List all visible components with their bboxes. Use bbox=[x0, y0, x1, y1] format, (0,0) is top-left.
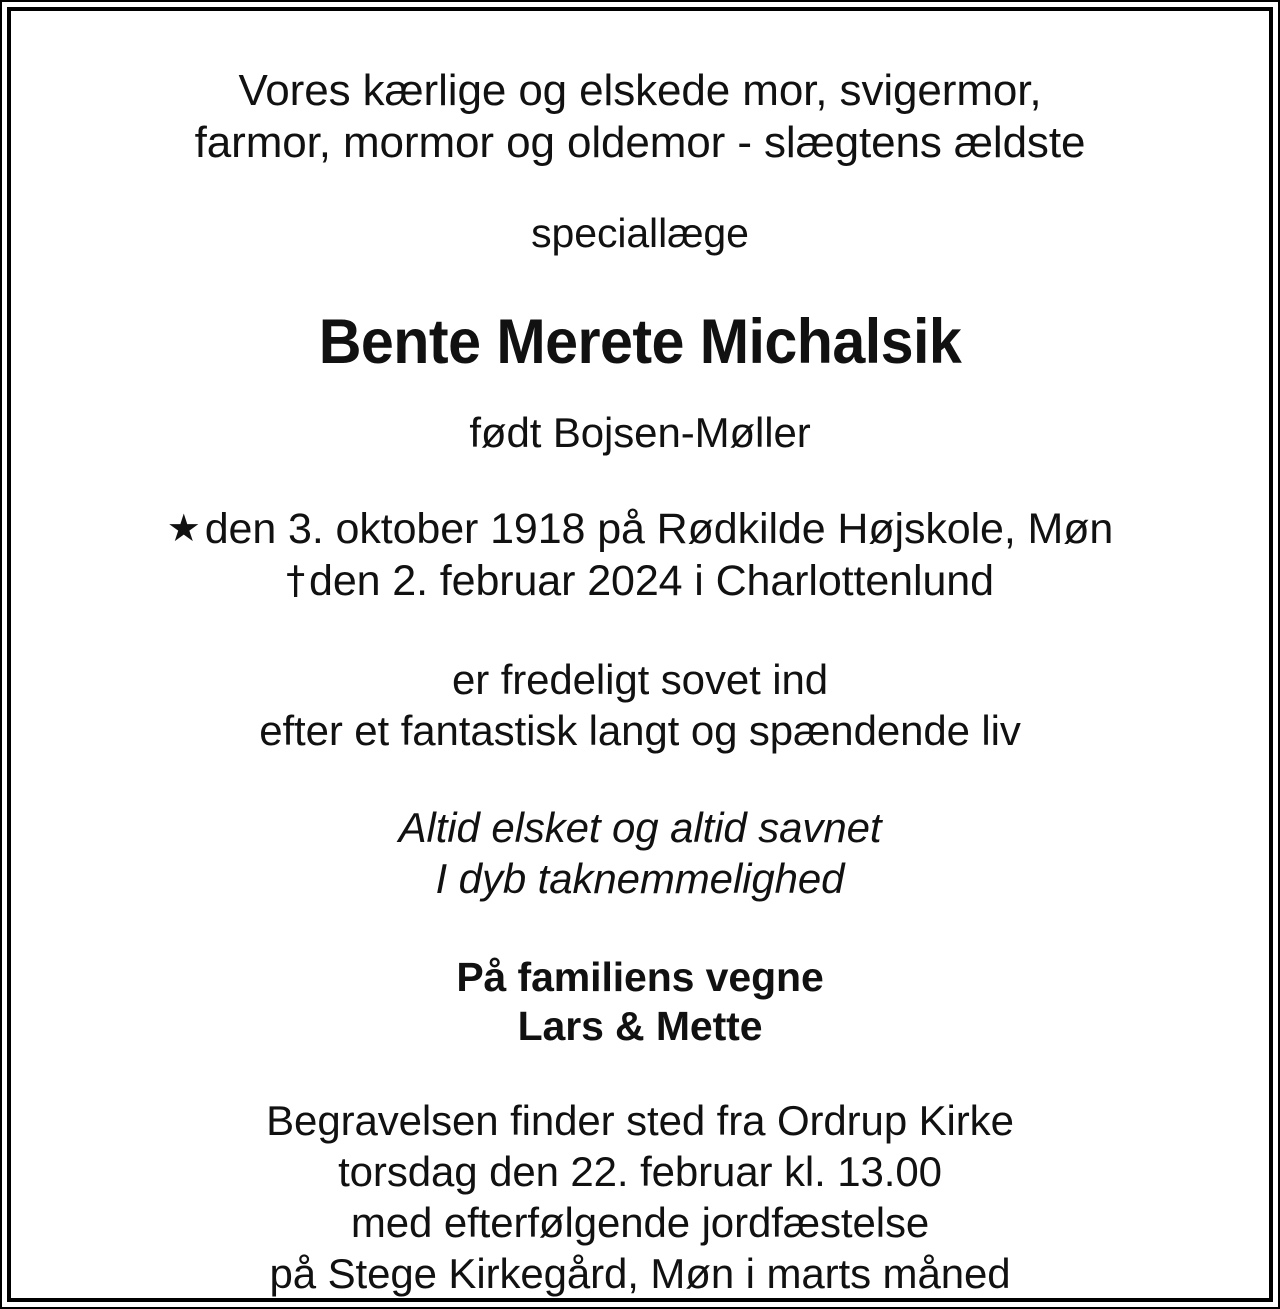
relations-line-1: Vores kærlige og elskede mor, svigermor, bbox=[238, 66, 1042, 115]
passing-line-1: er fredeligt sovet ind bbox=[451, 656, 828, 704]
relations-block bbox=[11, 65, 1269, 169]
death-line bbox=[11, 555, 1269, 607]
funeral-details-block bbox=[11, 1096, 1269, 1299]
maiden-name: født Bojsen-Møller bbox=[469, 408, 811, 456]
birth-line bbox=[11, 503, 1269, 555]
funeral-line-4: på Stege Kirkegård, Møn i marts måned bbox=[269, 1249, 1011, 1297]
birth-text: den 3. oktober 1918 på Rødkilde Højskole, Møn bbox=[204, 504, 1114, 553]
tribute-line-1: Altid elsket og altid savnet bbox=[398, 804, 882, 852]
passing-block bbox=[11, 655, 1269, 757]
relations-line-2: farmor, mormor og oldemor - slægtens ældste bbox=[194, 117, 1086, 167]
life-dates-block bbox=[11, 503, 1269, 608]
funeral-line-1: Begravelsen finder sted fra Ordrup Kirke bbox=[266, 1097, 1014, 1145]
family-signature-line-2: Lars & Mette bbox=[517, 1002, 763, 1049]
obituary-notice-frame bbox=[7, 7, 1273, 1302]
tribute-block bbox=[11, 803, 1269, 905]
profession-label: speciallæge bbox=[531, 209, 749, 256]
funeral-line-3: med efterfølgende jordfæstelse bbox=[350, 1198, 930, 1246]
deceased-name: Bente Merete Michalsik bbox=[318, 306, 962, 377]
cross-icon: † bbox=[286, 557, 305, 602]
death-text: den 2. februar 2024 i Charlottenlund bbox=[309, 556, 994, 605]
family-signature-line-1: På familiens vegne bbox=[456, 953, 824, 1000]
star-icon: ★ bbox=[166, 505, 201, 550]
passing-line-2: efter et fantastisk langt og spændende liv bbox=[259, 707, 1021, 755]
funeral-line-2: torsdag den 22. februar kl. 13.00 bbox=[338, 1147, 942, 1195]
family-signature-block bbox=[11, 953, 1269, 1051]
tribute-line-2: I dyb taknemmelighed bbox=[435, 854, 845, 902]
